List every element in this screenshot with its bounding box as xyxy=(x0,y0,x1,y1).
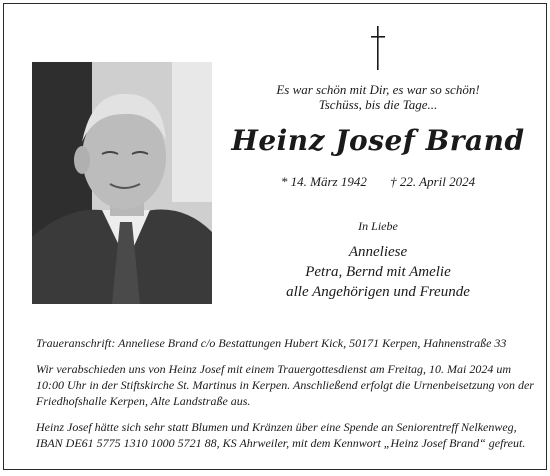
memorial-quote xyxy=(218,82,538,112)
mourning-address: Traueranschrift: Anneliese Brand c/o Bestattungen Hubert Kick, 50171 Kerpen, Hahnenstraße 33 xyxy=(36,336,507,350)
life-dates xyxy=(218,174,538,190)
birth-date: * 14. März 1942 xyxy=(280,174,367,189)
deceased-name: Heinz Josef Brand xyxy=(231,124,525,157)
mourner-line: Anneliese xyxy=(348,244,408,260)
death-date: † 22. April 2024 xyxy=(390,174,476,189)
mourners-list xyxy=(218,242,538,302)
mourner-line: Petra, Bernd mit Amelie xyxy=(305,264,451,280)
quote-line-1: Es war schön mit Dir, es war so schön! xyxy=(276,82,480,97)
notice-footer xyxy=(36,335,536,461)
portrait-photo xyxy=(32,62,212,304)
donation-info: Heinz Josef hätte sich sehr statt Blumen und Kränzen über eine Spende an Seniorentreff Nelkenweg, IBAN DE61 5775 1310 1000 5721 88, KS Ahrweiler, mit dem Kennwort „Heinz Josef Brand“ gefreut. xyxy=(36,420,526,450)
in-liebe-label: In Liebe xyxy=(358,219,398,233)
funeral-service-info: Wir verabschieden uns von Heinz Josef mit einem Trauergottesdienst am Freitag, 10. Mai 2024 um 10:00 Uhr in der Stiftskirche St. Martinus in Kerpen. Anschließend erfolgt die Urnenbeisetzung von der Friedhofshalle Kerpen, Alte Landstraße aus. xyxy=(36,362,534,408)
obituary-card xyxy=(3,3,547,470)
mourner-line: alle Angehörigen und Freunde xyxy=(286,284,470,300)
cross-icon xyxy=(368,26,388,70)
quote-line-2: Tschüss, bis die Tage... xyxy=(318,97,438,112)
